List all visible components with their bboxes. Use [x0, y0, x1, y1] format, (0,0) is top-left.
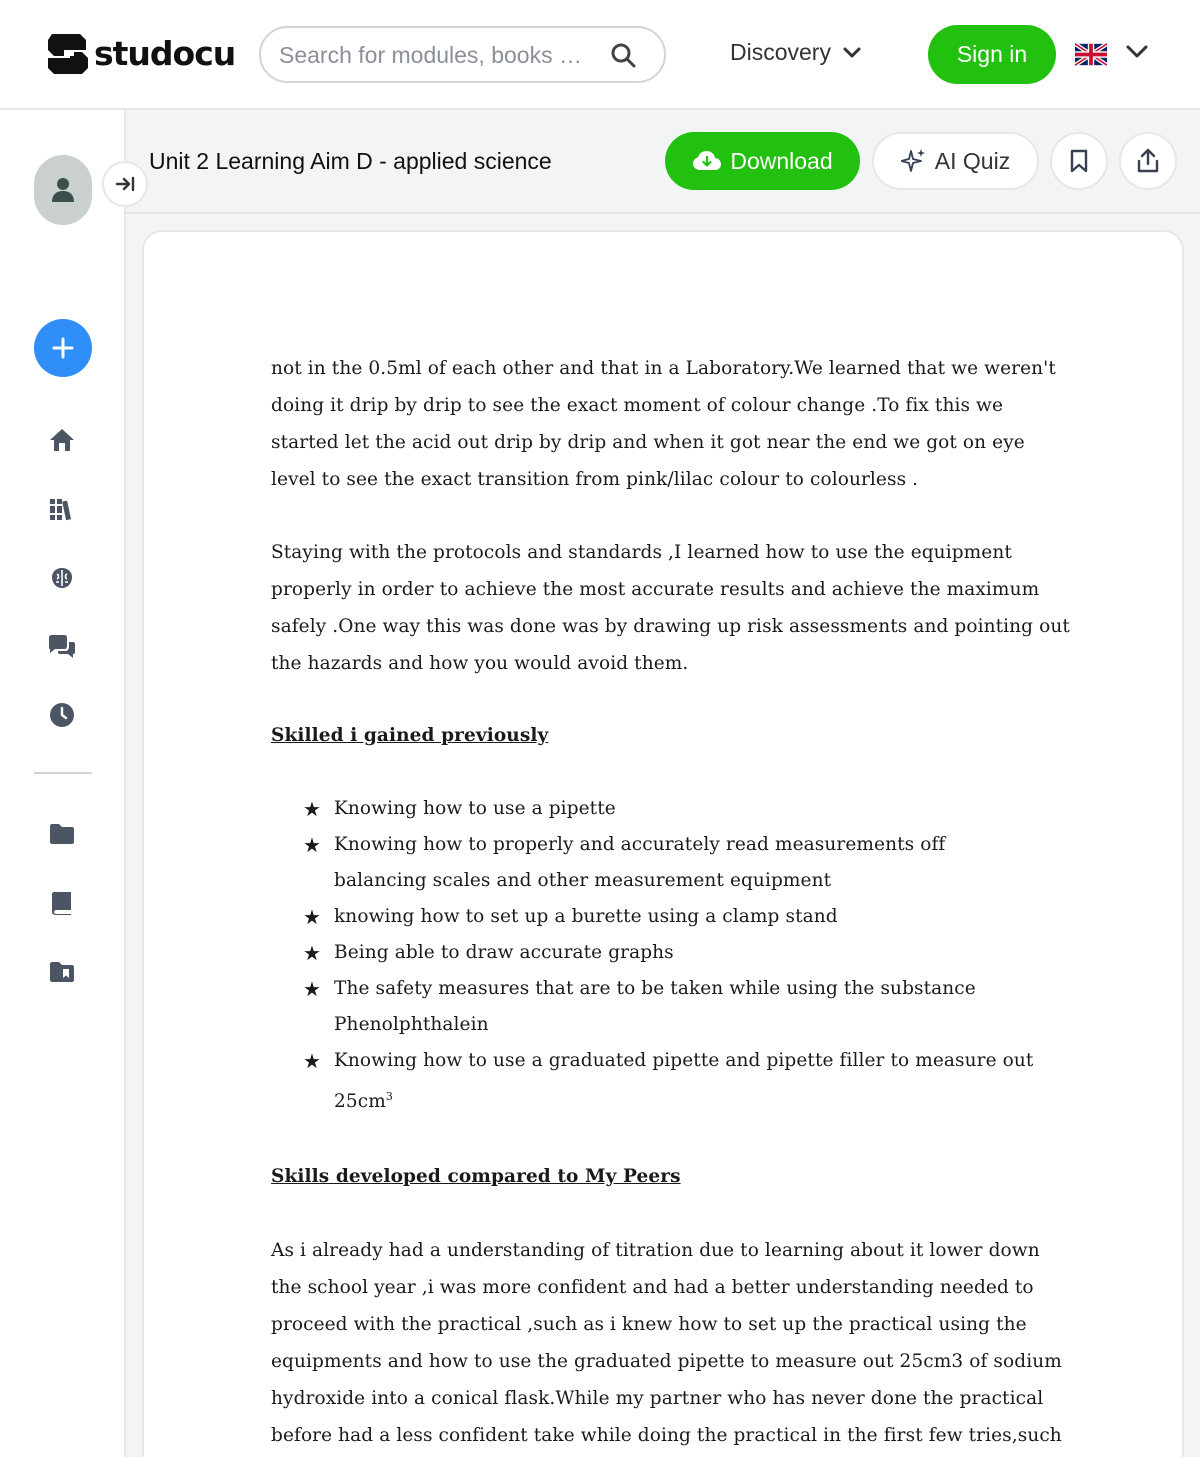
sidebar-item-home[interactable] [46, 424, 78, 456]
folder-icon [48, 822, 76, 846]
book-icon [50, 890, 74, 916]
bookmark-folder-icon [48, 960, 76, 984]
search-icon[interactable] [610, 42, 636, 68]
ai-quiz-button[interactable] [872, 132, 1039, 190]
user-icon [51, 177, 75, 203]
collapse-sidebar-button[interactable] [102, 161, 148, 207]
avatar[interactable] [34, 155, 92, 225]
studocu-logo-icon [44, 30, 90, 76]
sparkle-icon [901, 148, 927, 174]
search-bar[interactable] [259, 26, 666, 83]
chevron-down-icon [843, 47, 861, 59]
skills-list [303, 791, 1043, 1120]
cloud-download-icon [692, 150, 722, 172]
top-bar [0, 0, 1200, 110]
plus-icon [52, 337, 74, 359]
download-label: Download [730, 147, 833, 174]
language-chevron-down-icon[interactable] [1126, 44, 1148, 60]
search-input[interactable] [279, 40, 599, 70]
sidebar-item-saved[interactable] [46, 956, 78, 988]
list-item: ★ The safety measures that are to be taken while using the substance Phenolphthalein [303, 971, 1043, 1043]
add-button[interactable] [34, 319, 92, 377]
chat-icon [47, 634, 77, 660]
sidebar-divider [34, 772, 92, 774]
uk-flag-icon[interactable] [1075, 43, 1107, 66]
sidebar-item-chat[interactable] [46, 631, 78, 663]
heading-skills-developed: Skills developed compared to My Peers [271, 1166, 681, 1187]
share-icon [1136, 148, 1160, 174]
document-page [142, 230, 1184, 1457]
sidebar-item-ai[interactable] [46, 562, 78, 594]
ai-quiz-label: AI Quiz [934, 147, 1011, 174]
bookmark-button[interactable] [1050, 132, 1108, 190]
list-item: ★ Being able to draw accurate graphs [303, 935, 1043, 971]
list-item: ★ knowing how to set up a burette using a clamp stand [303, 899, 1043, 935]
clock-icon [49, 702, 75, 728]
sidebar-item-library[interactable] [46, 493, 78, 525]
sign-in-button[interactable]: Sign in [928, 25, 1056, 84]
sidebar-item-books[interactable] [46, 887, 78, 919]
paragraph-1: not in the 0.5ml of each other and that in a Laboratory.We learned that we weren't doing it drip by drip to see the exact moment of colour change .To fix this we started let the acid out drip by drip and when it got near the end we got on eye level to see the exact transition from pink/lilac colour to colourless . [271, 358, 1056, 490]
sidebar [0, 110, 126, 1457]
discovery-menu[interactable] [730, 39, 861, 66]
studocu-logo[interactable] [44, 30, 235, 76]
list-item: ★ Knowing how to properly and accurately read measurements off balancing scales and other measurement equipment [303, 827, 1043, 899]
share-button[interactable] [1119, 132, 1177, 190]
bookmark-icon [1070, 149, 1088, 173]
library-icon [48, 496, 76, 522]
download-button[interactable] [665, 132, 860, 190]
discovery-label: Discovery [730, 39, 831, 65]
brain-icon [48, 565, 76, 591]
sidebar-item-folders[interactable] [46, 818, 78, 850]
list-item: ★ Knowing how to use a graduated pipette and pipette filler to measure out $25cm^3$ [303, 1043, 1043, 1120]
arrow-right-bar-icon [115, 176, 135, 192]
heading-skills-gained: Skilled i gained previously [271, 725, 549, 746]
list-item: ★ Knowing how to use a pipette [303, 791, 1043, 827]
document-title: Unit 2 Learning Aim D - applied science [149, 148, 552, 174]
logo-text: studocu [94, 33, 236, 73]
paragraph-3: As i already had a understanding of titration due to learning about it lower down the school year ,i was more confident and had a better understanding needed to proceed with the practical ,such as i knew how to set up the practical using the equipments and how to use the graduated pipette to measure out 25cm3 of sodium hydroxide into a conical flask.While my partner who has never done the practical before had a less confident take while doing the practical in the first few tries,such [271, 1240, 1062, 1446]
home-icon [48, 427, 76, 453]
sidebar-item-recent[interactable] [46, 699, 78, 731]
paragraph-2: Staying with the protocols and standards ,I learned how to use the equipment properly in order to achieve the most accurate results and achieve the maximum safely .One way this was done was by drawing up risk assessments and pointing out the hazards and how you would avoid them. [271, 542, 1070, 674]
toolbar-divider [126, 212, 1200, 214]
